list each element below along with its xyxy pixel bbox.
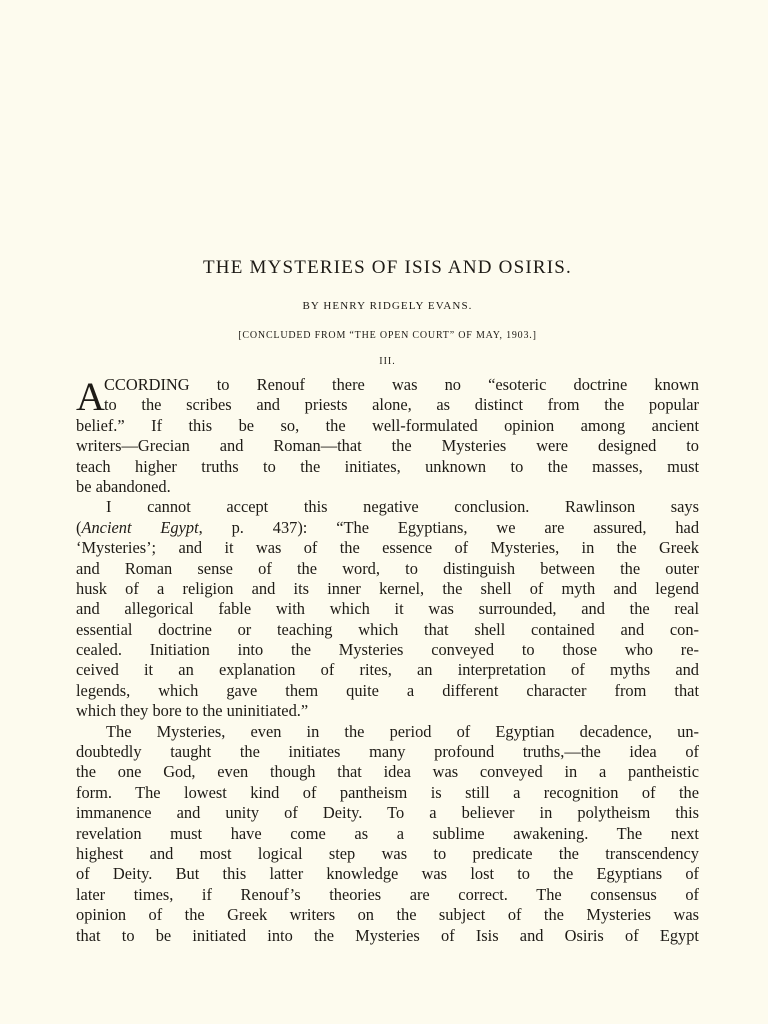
text-line: of Deity. But this latter knowledge was lost to the Egyptians of: [76, 864, 699, 884]
text-line: writers—Grecian and Roman—that the Mysteries were designed to: [76, 436, 699, 456]
text-line: essential doctrine or teaching which that shell contained and con-: [76, 619, 699, 639]
author-byline: BY HENRY RIDGELY EVANS.: [302, 300, 473, 312]
text-line: ‘Mysteries’; and it was of the essence of Mysteries, in the Greek: [76, 538, 699, 558]
text-line: (Ancient Egypt, p. 437): “The Egyptians, we are assured, had: [76, 517, 700, 537]
text-line: legends, which gave them quite a different character from that: [76, 680, 699, 700]
text-line: be abandoned.: [76, 476, 171, 496]
article-body: [76, 375, 699, 946]
text-line: highest and most logical step was to predicate the transcendency: [76, 843, 699, 863]
text-line: cealed. Initiation into the Mysteries conveyed to those who re-: [76, 640, 699, 660]
text-line: doubtedly taught the initiates many profound truths,—the idea of: [76, 742, 699, 762]
text-line: teach higher truths to the initiates, unknown to the masses, must: [76, 456, 699, 476]
text-line: opinion of the Greek writers on the subject of the Mysteries was: [76, 905, 699, 925]
text-line: CCORDING to Renouf there was no “esoteric doctrine known: [104, 375, 699, 394]
text-line: immanence and unity of Deity. To a believer in polytheism this: [76, 803, 699, 823]
article-title: THE MYSTERIES OF ISIS AND OSIRIS.: [203, 257, 572, 278]
continuation-note: [CONCLUDED FROM “THE OPEN COURT” OF MAY, 1903.]: [238, 330, 537, 341]
drop-cap: A: [76, 374, 105, 419]
text-line: belief.” If this be so, the well-formulated opinion among ancient: [76, 415, 699, 435]
text-line: which they bore to the uninitiated.”: [76, 701, 309, 721]
text-line: to the scribes and priests alone, as distinct from the popular: [104, 395, 699, 415]
text-line: and Roman sense of the word, to distinguish between the outer: [76, 558, 699, 578]
text-line: the one God, even though that idea was conveyed in a pantheistic: [76, 762, 699, 782]
text-line: husk of a religion and its inner kernel, the shell of myth and legend: [76, 578, 699, 598]
text-line: later times, if Renouf’s theories are correct. The consensus of: [76, 884, 699, 904]
text-line: ceived it an explanation of rites, an interpretation of myths and: [76, 660, 699, 680]
text-line: The Mysteries, even in the period of Egyptian decadence, un-: [106, 721, 699, 741]
text-line: and allegorical fable with which it was surrounded, and the real: [76, 599, 699, 619]
text-line: that to be initiated into the Mysteries of Isis and Osiris of Egypt: [76, 925, 699, 945]
page: [76, 0, 699, 1024]
book-title: Ancient Egypt: [81, 517, 199, 537]
text-line: I cannot accept this negative conclusion. Rawlinson says: [106, 497, 699, 517]
section-number: III.: [379, 356, 396, 367]
text-line: form. The lowest kind of pantheism is still a recognition of the: [76, 782, 699, 802]
text-line: revelation must have come as a sublime awakening. The next: [76, 823, 699, 843]
